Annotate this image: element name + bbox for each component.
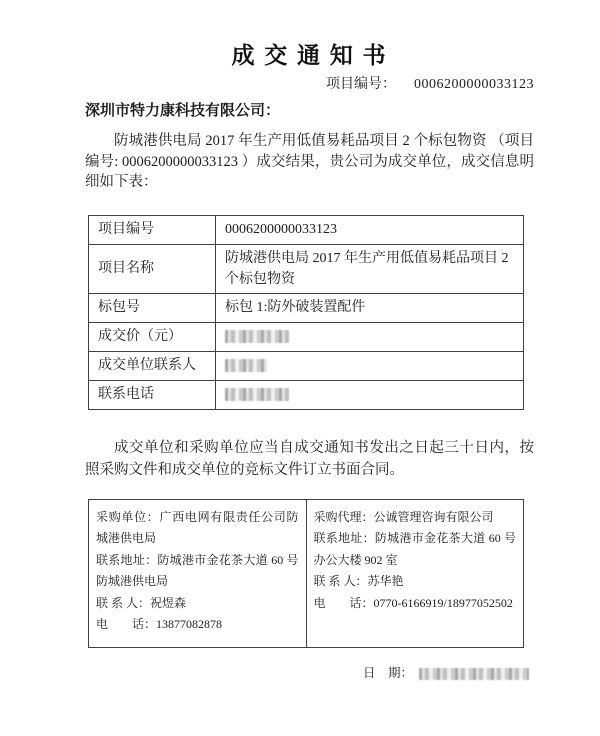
date-line bbox=[363, 665, 534, 682]
project-number-value: 0006200000033123 bbox=[414, 77, 534, 92]
agent-contact-label: 联 系 人： bbox=[313, 574, 368, 588]
purchaser-address-label: 联系地址： bbox=[96, 552, 158, 567]
agent-unit bbox=[314, 507, 517, 529]
row-label-project-number: 项目编号 bbox=[89, 215, 216, 244]
notice-paragraph: 成交单位和采购单位应当自成交通知书发出之日起三十日内，按照采购文件和成交单位的竞标文件订立书面合同。 bbox=[85, 439, 534, 478]
agent-address-label: 联系地址： bbox=[313, 531, 375, 545]
redacted-phone-number bbox=[225, 388, 289, 401]
row-value-project-name: 防城港供电局 2017 年生产用低值易耗品项目 2 个标包物资 bbox=[216, 244, 524, 293]
agent-phone bbox=[314, 593, 517, 615]
table-row bbox=[89, 351, 524, 380]
row-label-package-number: 标包号 bbox=[89, 293, 216, 322]
agent-phone-label: 电 话： bbox=[313, 595, 374, 610]
award-info-table bbox=[88, 215, 524, 410]
row-label-project-name: 项目名称 bbox=[89, 244, 216, 293]
row-value-project-number: 0006200000033123 bbox=[216, 215, 524, 244]
row-value-award-contact bbox=[216, 351, 524, 380]
table-row bbox=[89, 293, 524, 322]
document-title: 成 交 通 知 书 bbox=[231, 43, 388, 68]
redacted-price-value bbox=[225, 330, 289, 343]
row-label-award-contact: 成交单位联系人 bbox=[89, 351, 216, 380]
addressee-company: 深圳市特力康科技有限公司： bbox=[85, 103, 281, 119]
row-label-award-price: 成交价（元） bbox=[89, 322, 216, 351]
purchaser-unit bbox=[96, 507, 299, 550]
purchaser-address-value: 防城港市金花茶大道 60 号防城港供电局 bbox=[96, 552, 299, 588]
agent-address bbox=[314, 528, 517, 571]
purchaser-contact-label: 联 系 人： bbox=[96, 595, 151, 610]
row-value-award-price bbox=[216, 322, 524, 351]
redacted-date-value bbox=[419, 668, 529, 680]
project-number-line bbox=[85, 75, 534, 94]
contact-info-table bbox=[88, 499, 524, 648]
purchaser-address bbox=[96, 550, 299, 593]
agent-phone-value: 0770-6166919/18977052502 bbox=[373, 595, 513, 610]
purchaser-unit-label: 采购单位： bbox=[96, 509, 160, 524]
date-label: 日 期： bbox=[363, 665, 414, 680]
purchaser-phone bbox=[96, 614, 299, 636]
redacted-contact-name bbox=[225, 359, 267, 372]
agent-address-value: 防城港市金花茶大道 60 号办公大楼 902 室 bbox=[313, 531, 516, 567]
table-row bbox=[89, 215, 524, 244]
purchaser-cell bbox=[89, 499, 307, 647]
project-number-label: 项目编号： bbox=[326, 77, 396, 92]
table-row bbox=[89, 499, 524, 647]
purchaser-contact bbox=[96, 593, 299, 615]
agent-unit-label: 采购代理： bbox=[313, 509, 374, 524]
agent-cell bbox=[306, 499, 524, 647]
row-label-contact-phone: 联系电话 bbox=[89, 380, 216, 409]
purchaser-unit-value: 广西电网有限责任公司防城港供电局 bbox=[96, 509, 299, 545]
table-row bbox=[89, 244, 524, 293]
table-row bbox=[89, 322, 524, 351]
agent-unit-value: 公诚管理咨询有限公司 bbox=[373, 509, 494, 524]
row-value-package-number: 标包 1:防外破装置配件 bbox=[216, 293, 524, 322]
purchaser-contact-value: 祝煜森 bbox=[150, 595, 187, 610]
purchaser-phone-value: 13877082878 bbox=[156, 617, 223, 631]
table-row bbox=[89, 380, 524, 409]
row-value-contact-phone bbox=[216, 380, 524, 409]
purchaser-phone-label: 电 话： bbox=[96, 617, 157, 631]
agent-contact bbox=[314, 571, 517, 593]
agent-contact-value: 苏华艳 bbox=[367, 574, 404, 588]
intro-paragraph: 防城港供电局 2017 年生产用低值易耗品项目 2 个标包物资 （项目编号: 0006200000033123 ）成交结果，贵公司为成交单位，成交信息明细如下表： bbox=[85, 133, 534, 190]
